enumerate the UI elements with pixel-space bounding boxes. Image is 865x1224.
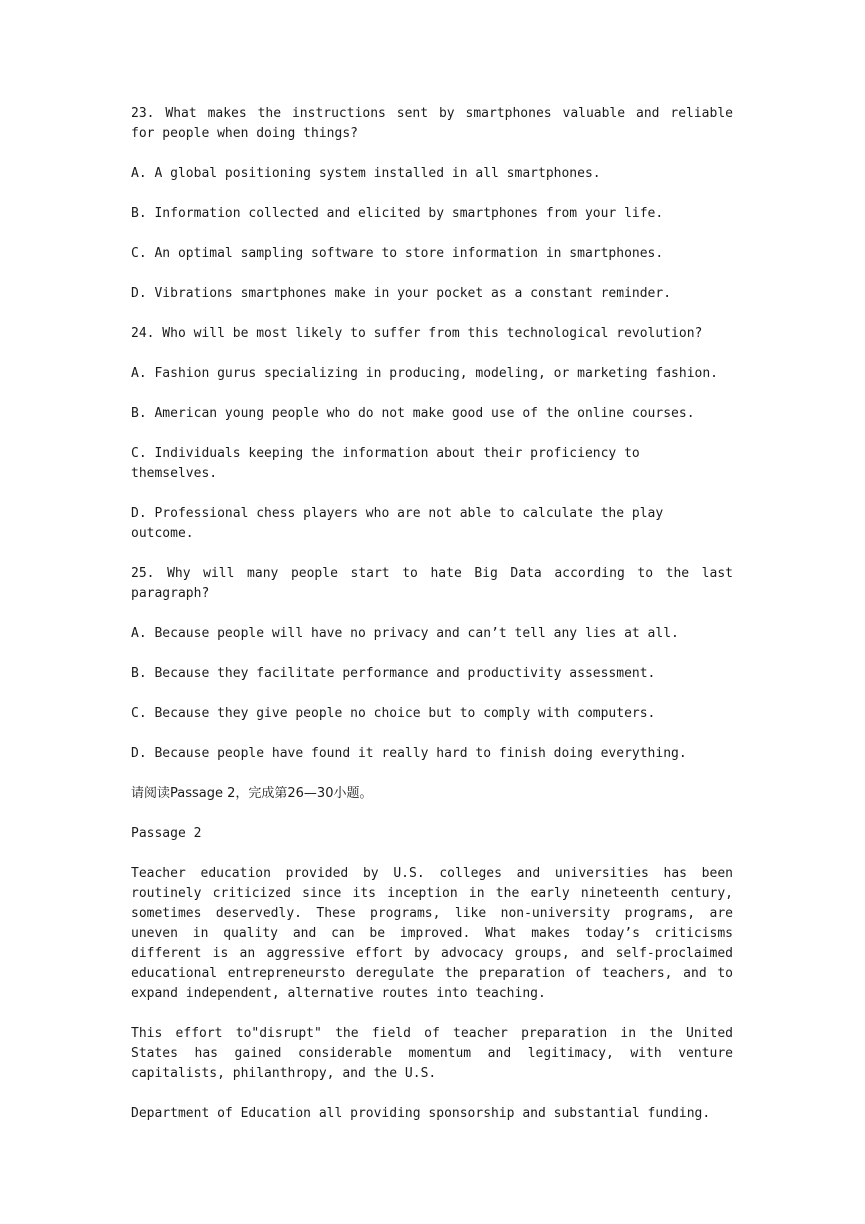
question-23-option-a: A. A global positioning system installed in all smartphones. xyxy=(131,166,601,181)
question-25-stem: 25. Why will many people start to hate Big Data according to the last paragraph? xyxy=(131,566,733,601)
question-25-option-b: B. Because they facilitate performance and productivity assessment. xyxy=(131,666,656,681)
question-24-option-a: A. Fashion gurus specializing in producing, modeling, or marketing fashion. xyxy=(131,366,718,381)
passage-paragraph: This effort to"disrupt" the field of teacher preparation in the United States has gained considerable momentum and legitimacy, with venture capitalists, philanthropy, and the U.S. xyxy=(131,1026,733,1081)
question-23-option-c: C. An optimal sampling software to store information in smartphones. xyxy=(131,246,664,261)
question-25-option-c: C. Because they give people no choice but to comply with computers. xyxy=(131,706,656,721)
question-23-stem: 23. What makes the instructions sent by smartphones valuable and reliable for people when doing things? xyxy=(131,106,733,141)
passage-paragraph: Teacher education provided by U.S. colleges and universities has been routinely criticized since its inception in the early nineteenth century, sometimes deservedly. These programs, like non-university programs, are uneven in quality and can be improved. What makes today’s criticisms different is an aggressive effort by advocacy groups, and self-proclaimed educational entrepreneursto deregulate the preparation of teachers, and to expand independent, alternative routes into teaching. xyxy=(131,866,733,1001)
reading-instruction: 请阅读Passage 2，完成第26—30小题。 xyxy=(131,786,373,801)
question-23-option-b: B. Information collected and elicited by smartphones from your life. xyxy=(131,206,664,221)
question-24-option-c: C. Individuals keeping the information about their proficiency to themselves. xyxy=(131,446,640,481)
passage-title: Passage 2 xyxy=(131,826,202,841)
passage-paragraph: Department of Education all providing sponsorship and substantial funding. xyxy=(131,1106,711,1121)
document-page xyxy=(131,104,733,1144)
question-25-option-d: D. Because people have found it really hard to finish doing everything. xyxy=(131,746,687,761)
question-24-option-b: B. American young people who do not make good use of the online courses. xyxy=(131,406,695,421)
question-23-option-d: D. Vibrations smartphones make in your pocket as a constant reminder. xyxy=(131,286,672,301)
question-24-stem: 24. Who will be most likely to suffer from this technological revolution? xyxy=(131,326,703,341)
question-25-option-a: A. Because people will have no privacy and can’t tell any lies at all. xyxy=(131,626,679,641)
question-24-option-d: D. Professional chess players who are not able to calculate the play outcome. xyxy=(131,506,664,541)
